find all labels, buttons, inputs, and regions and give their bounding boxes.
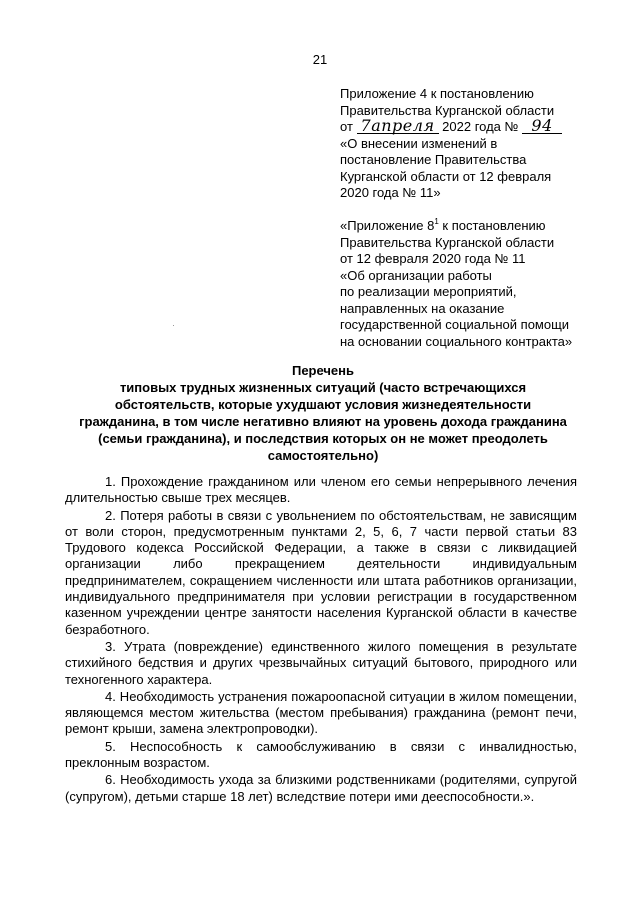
title-line-1: типовых трудных жизненных ситуаций (часто встречающихся [119,380,527,395]
attachment-line-6: Курганской области от 12 февраля [340,168,552,184]
title-line-4: (семьи гражданина), и последствия которых он не может преодолеть [98,431,548,446]
attachment-line-4: «О внесении изменений в [340,135,498,151]
original-attachment-line-3: от 12 февраля 2020 года № 11 [340,251,526,266]
scan-speck [173,325,174,326]
original-attachment-line-1 [340,214,610,235]
attachment-line-1: Приложение 4 к постановлению [340,86,534,101]
title-heading: Перечень [291,363,355,378]
original-attachment-line-2: Правительства Курганской области [340,234,555,250]
title-line-3: гражданина, в том числе негативно влияют на уровень дохода гражданина [79,414,567,429]
attachment-line-5: постановление Правительства [340,152,527,167]
attachment-header [340,86,600,202]
original-attachment-line-6: направленных на оказание [340,300,505,316]
list-item-2: 2. Потеря работы в связи с увольнением по обстоятельствам, не зависящим от воли сторон, предусмотренным пунктами 2, 5, 6, 7 части первой статьи 83 Трудового кодекса Российской Федерации, а также в связи с ликвидацией организации либо прекращением деятельности индивидуальным предпринимателем, сокращением численности или штата работников организации, индивидуального предпринимателя при условии регистрации в государственном казенном учреждении центре занятости населения Курганской области в качестве безработного. [65,507,577,637]
list-item-1: 1. Прохождение гражданином или членом его семьи непрерывного лечения длительностью свыше трех месяцев. [65,474,577,506]
document-title [70,362,576,464]
original-attachment-line-8: на основании социального контракта» [340,333,573,349]
title-line-5: самостоятельно) [267,448,379,463]
date-prefix: от [340,119,353,134]
original-attachment-line-4: «Об организации работы [340,267,492,283]
handwritten-date: 7апреля [357,119,439,134]
attachment-date-line [340,116,600,136]
original-attachment-line-7: государственной социальной помощи [340,317,570,332]
original-attachment-text-a: «Приложение 8 [340,218,435,233]
original-attachment-line-5: по реализации мероприятий, [340,284,517,299]
list-item-6: 6. Необходимость ухода за близкими родственниками (родителями, супругой (супругом), детьми старше 18 лет) вследствие потери ими дееспособности.». [65,772,577,804]
situations-list [65,474,577,806]
list-item-4: 4. Необходимость устранения пожароопасной ситуации в жилом помещении, являющемся местом жительства (местом пребывания) гражданина (ремонт печи, ремонт крыши, замена электропроводки). [65,688,577,737]
original-attachment-header [340,214,610,350]
list-item-3: 3. Утрата (повреждение) единственного жилого помещения в результате стихийного бедствия и других чрезвычайных ситуаций бытового, природного или техногенного характера. [65,638,577,687]
original-attachment-text-b: к постановлению [438,218,546,233]
handwritten-number: 94 [522,119,562,134]
page-number: 21 [312,52,328,67]
title-line-2: обстоятельств, которые ухудшают условия жизнедеятельности [114,397,532,412]
list-item-5: 5. Неспособность к самообслуживанию в связи с инвалидностью, преклонным возрастом. [65,738,577,771]
superscript-one: 1 [434,217,439,226]
attachment-line-7: 2020 года № 11» [340,185,441,200]
year-text: 2022 года № [442,119,519,134]
attachment-line-2: Правительства Курганской области [340,102,555,118]
